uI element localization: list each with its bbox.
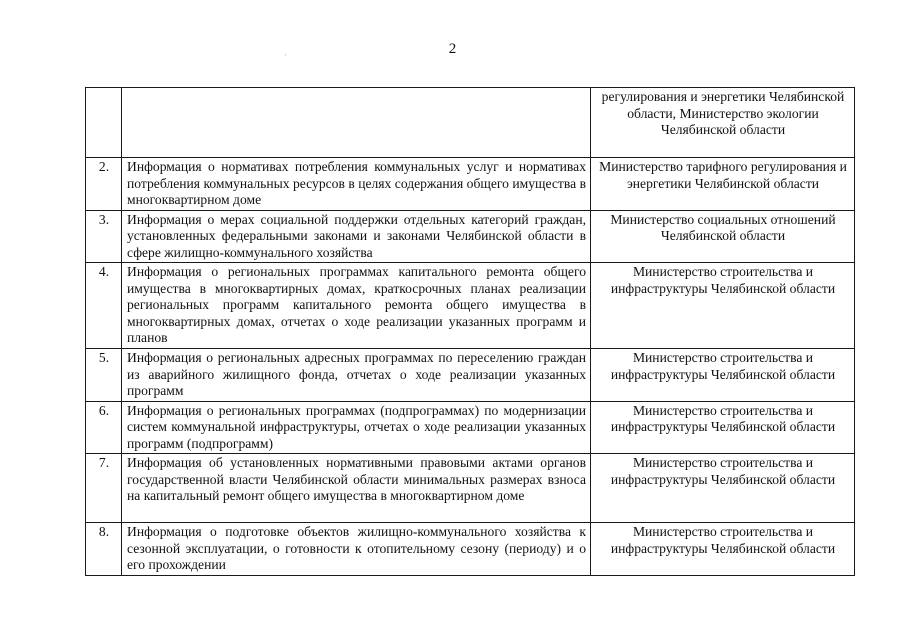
row-responsible: регулирования и энергетики Челябинской области, Министерство экологии Челябинской области xyxy=(591,88,855,158)
row-description: Информация о региональных программах (подпрограммах) по модернизации систем коммунальной инфраструктуры, отчетах о ходе реализации указанных программ (подпрограмм) xyxy=(122,401,591,454)
row-description xyxy=(122,88,591,158)
row-number: 5. xyxy=(86,349,122,402)
row-description: Информация о подготовке объектов жилищно-коммунального хозяйства к сезонной эксплуатации, о готовности к отопительному сезону (периоду) и о его прохождении xyxy=(122,523,591,576)
row-description: Информация о региональных адресных программах по переселению граждан из аварийного жилищного фонда, отчетах о ходе реализации указанных программ xyxy=(122,349,591,402)
information-table xyxy=(85,87,855,576)
row-description: Информация о региональных программах капитального ремонта общего имущества в многоквартирных домах, краткосрочных планах реализации региональных программ капитального ремонта общего имущества в многоквартирных домах, отчетах о ходе реализации указанных программ и планов xyxy=(122,263,591,349)
page-number: 2 xyxy=(448,41,457,57)
table-row xyxy=(86,523,855,576)
row-responsible: Министерство социальных отношений Челябинской области xyxy=(591,210,855,263)
row-number: 7. xyxy=(86,454,122,523)
table-row xyxy=(86,454,855,523)
row-description: Информация о нормативах потребления коммунальных услуг и нормативах потребления коммунальных ресурсов в целях содержания общего имущества в многоквартирном доме xyxy=(122,158,591,211)
row-number xyxy=(86,88,122,158)
table-row xyxy=(86,263,855,349)
row-description: Информация о мерах социальной поддержки отдельных категорий граждан, установленных федеральными законами и законами Челябинской области в сфере жилищно-коммунального хозяйства xyxy=(122,210,591,263)
table-row xyxy=(86,210,855,263)
row-description: Информация об установленных нормативными правовыми актами органов государственной власти Челябинской области минимальных размерах взноса на капитальный ремонт общего имущества в многоквартирном доме xyxy=(122,454,591,523)
row-responsible: Министерство строительства и инфраструктуры Челябинской области xyxy=(591,263,855,349)
row-number: 3. xyxy=(86,210,122,263)
row-responsible: Министерство строительства и инфраструктуры Челябинской области xyxy=(591,349,855,402)
row-number: 4. xyxy=(86,263,122,349)
table-row xyxy=(86,401,855,454)
table-row xyxy=(86,88,855,158)
row-responsible: Министерство строительства и инфраструктуры Челябинской области xyxy=(591,523,855,576)
row-responsible: Министерство строительства и инфраструктуры Челябинской области xyxy=(591,454,855,523)
table-row xyxy=(86,349,855,402)
row-responsible: Министерство тарифного регулирования и энергетики Челябинской области xyxy=(591,158,855,211)
row-number: 8. xyxy=(86,523,122,576)
row-responsible: Министерство строительства и инфраструктуры Челябинской области xyxy=(591,401,855,454)
table-row xyxy=(86,158,855,211)
row-number: 6. xyxy=(86,401,122,454)
scan-speck: · xyxy=(284,50,287,60)
row-number: 2. xyxy=(86,158,122,211)
